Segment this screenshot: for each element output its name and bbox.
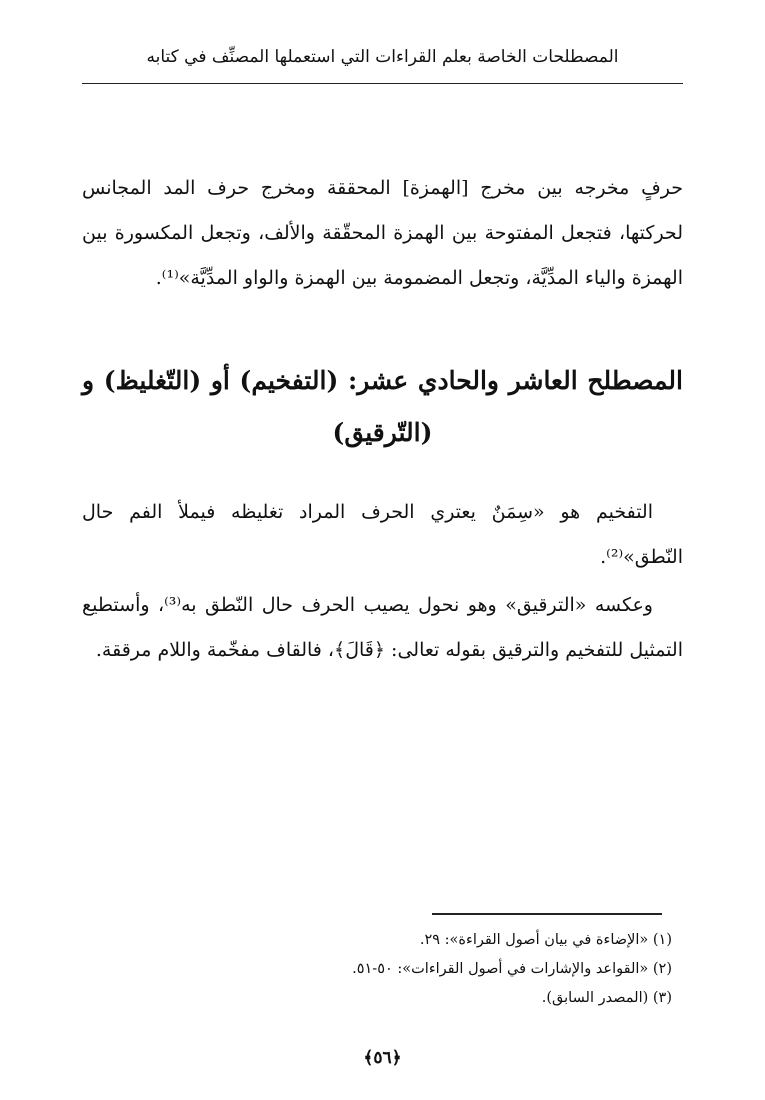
running-head: المصطلحات الخاصة بعلم القراءات التي استعملها المصنِّف في كتابه <box>146 47 619 67</box>
footnote-1: (١) «الإضاءة في بيان أصول القراءة»: ٢٩. <box>419 932 672 948</box>
footnotes <box>82 926 672 1013</box>
header-divider <box>82 83 683 84</box>
footnote-2: (٢) «القواعد والإشارات في أصول القراءات»: ٥٠-٥١. <box>352 961 672 977</box>
paragraph-tarqiq-definition: وعكسه «الترقيق» وهو نحول يصيب الحرف حال النّطق به⁽³⁾، وأستطيع التمثيل للتفخيم والترقيق بقوله تعالى: ﴿قَالَ﴾، فالقاف مفخّمة واللام مرققة. <box>82 594 683 661</box>
footnote-divider <box>432 913 662 915</box>
page-number: ﴿٥٦﴾ <box>363 1048 402 1068</box>
section-heading: المصطلح العاشر والحادي عشر: (التفخيم) أو (التّغليظ) و (التّرقيق) <box>82 366 683 447</box>
paragraph-tafkhim-definition: التفخيم هو «سِمَنٌ يعتري الحرف المراد تغليظه فيملأ الفم حال النّطق»⁽²⁾. <box>82 501 683 568</box>
footnote-3: (٣) (المصدر السابق). <box>541 990 672 1006</box>
paragraph-continuation: حرفٍ مخرجه بين مخرج [الهمزة] المحققة ومخرج حرف المد المجانس لحركتها، فتجعل المفتوحة بين الهمزة المحقّقة والألف، وتجعل المكسورة بين الهمزة والياء المدِّيَّة، وتجعل المضمومة بين الهمزة والواو المدِّيَّة»⁽¹⁾. <box>82 177 683 289</box>
